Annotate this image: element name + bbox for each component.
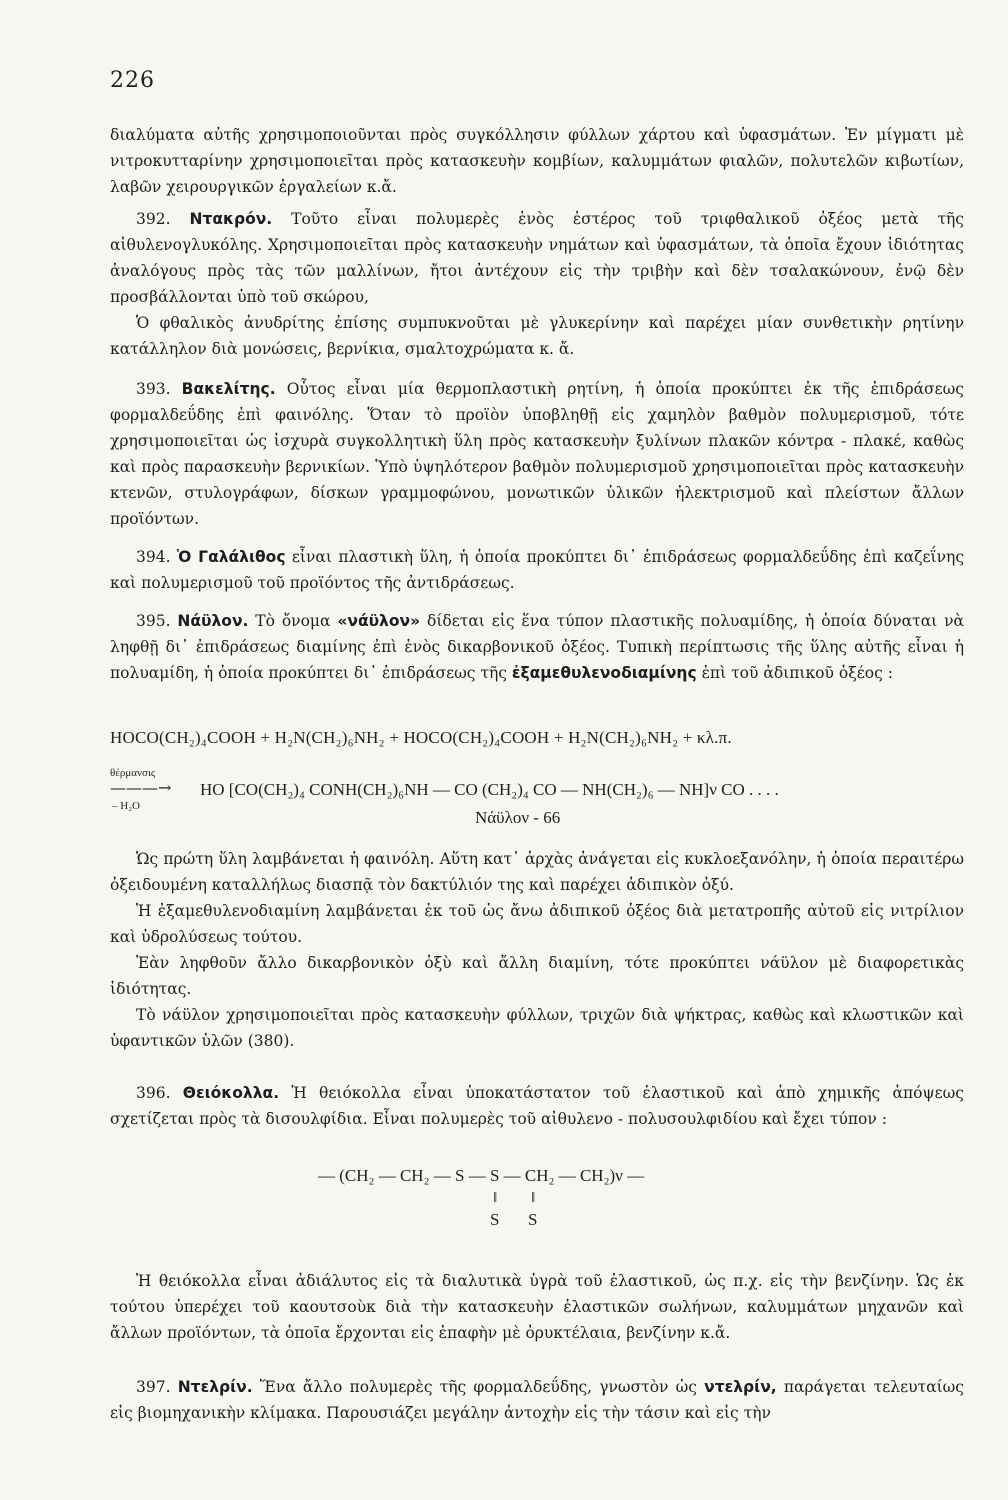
product-name: Νάϋλον - 66 <box>475 808 561 827</box>
paragraph: Ἡ θειόκολλα εἶναι ἀδιάλυτος εἰς τὰ διαλυτικὰ ὑγρὰ τοῦ ἐλαστικοῦ, ὡς π.χ. εἰς τὴν βενζίνην. Ὡς ἐκ τούτου ὑπερέχει τοῦ καουτσοὺκ διὰ τὴν κατασκευὴν ἐλαστικῶν σωλήνων, καλυμμάτων μηχανῶν καὶ ἄλλων προϊόντων, τὰ ὁποῖα ἔρχονται εἰς ἐπαφὴν μὲ ὀρυκτέλαια, βενζίνην κ.ἄ. <box>110 1272 964 1342</box>
section-number: 393. <box>136 380 171 398</box>
section-heading: Ντελρίν. <box>177 1378 253 1396</box>
equation-product: HO [CO(CH₂)₄ CONH(CH₂)₆NH — CO (CH₂)₄ CO — NH(CH₂)₆ — NH]ν CO . . . . <box>200 780 779 799</box>
section-text: Τοῦτο εἶναι πολυμερὲς ἑνὸς ἐστέρος τοῦ τριφθαλικοῦ ὀξέος μετὰ τῆς αἰθυλενογλυκόλης. Χρησιμοποιεῖται πρὸς κατασκευὴν νημάτων καὶ ὑφασμάτων, τὰ ὁποῖα ἔχουν ἰδιότητας ἀναλόγους πρὸς τὰς τῶν μαλλίνων, ἤτοι ἀντέχουν εἰς τὴν τριβὴν καὶ δὲν τσαλακώνουν, ἐνῷ δὲν προσβάλλονται ὑπὸ τοῦ σκώρου, <box>110 210 964 306</box>
section-text: Ἡ θειόκολλα εἶναι ὑποκατάστατον τοῦ ἐλαστικοῦ καὶ ἀπὸ χημικῆς ἀπόψεως σχετίζεται πρὸς τὰ δισουλφίδια. Εἶναι πολυμερὲς τοῦ αἰθυλενο - πολυσουλφιδίου καὶ ἔχει τύπον : <box>110 1084 964 1128</box>
thiokol-formula: — (CH₂ — CH₂ — S — S — CH₂ — CH₂)ν — <box>318 1166 645 1185</box>
section-heading: Ὁ Γαλάλιθος <box>176 548 286 566</box>
section-number: 397. <box>136 1378 171 1396</box>
section-text-2: Ὁ φθαλικὸς ἀνυδρίτης ἐπίσης συμπυκνοῦται μὲ γλυκερίνην καὶ παρέχει μίαν συνθετικὴν ρητίνην κατάλληλον διὰ μονώσεις, βερνίκια, σμαλτοχρώματα κ. ἄ. <box>110 314 964 358</box>
section-395-continued <box>110 846 964 1054</box>
section-heading: Ντακρόν. <box>189 210 273 228</box>
paragraph: Ἐὰν ληφθοῦν ἄλλο δικαρβονικὸν ὀξὺ καὶ ἄλλη διαμίνη, τότε προκύπτει νάϋλον μὲ διαφορετικὰς ἰδιότητας. <box>110 954 964 998</box>
intro-text: διαλύματα αὐτῆς χρησιμοποιοῦνται πρὸς συγκόλλησιν φύλλων χάρτου καὶ ὑφασμάτων. Ἐν μίγματι μὲ νιτροκυτταρίνην χρησιμοποιεῖται πρὸς κατασκευὴν κομβίων, καλυμμάτων φιαλῶν, πολυτελῶν κιβωτίων, λαβῶν χειρουργικῶν ἐργαλείων κ.ἄ. <box>110 126 964 196</box>
bold-term: ντελρίν, <box>704 1378 777 1396</box>
section-396-continued <box>110 1268 964 1346</box>
paragraph: Τὸ νάϋλον χρησιμοποιεῖται πρὸς κατασκευὴν φύλλων, τριχῶν διὰ ψήκτρας, καθὼς καὶ κλωστικῶν καὶ ὑφαντικῶν ὑλῶν (380). <box>110 1006 964 1050</box>
section-number: 395. <box>136 612 171 630</box>
condition-minus-water: – H₂O <box>112 800 140 812</box>
condition-heat: θέρμανσις <box>110 767 156 779</box>
bold-term: ἐξαμεθυλενοδιαμίνης <box>511 664 697 682</box>
quoted-term: «νάϋλον» <box>337 612 421 630</box>
section-heading: Θειόκολλα. <box>182 1084 280 1102</box>
section-text: εἶναι πλαστικὴ ὕλη, ἡ ὁποία προκύπτει δι᾽ ἐπιδράσεως φορμαλδεΰδης ἐπὶ καζεΐνης καὶ πολυμερισμοῦ τοῦ προϊόντος τῆς ἀντιδράσεως. <box>110 548 964 592</box>
section-text: Ἕνα ἄλλο πολυμερὲς τῆς φορμαλδεΰδης, γνωστὸν ὡς <box>259 1378 697 1396</box>
section-text: Τὸ ὄνομα <box>255 612 331 630</box>
section-393 <box>110 376 964 532</box>
reaction-arrow-icon: ———→ <box>110 778 172 797</box>
sulfur-label-2: S <box>528 1210 538 1229</box>
paragraph: Ἡ ἐξαμεθυλενοδιαμίνη λαμβάνεται ἐκ τοῦ ὡς ἄνω ἀδιπικοῦ ὀξέος διὰ μετατροπῆς αὐτοῦ εἰς νιτρίλιον καὶ ὑδρολύσεως τούτου. <box>110 902 964 946</box>
intro-paragraph <box>110 122 964 200</box>
section-392 <box>110 206 964 362</box>
double-bond-2: ‖ <box>531 1190 536 1206</box>
section-396 <box>110 1080 964 1132</box>
section-394 <box>110 544 964 596</box>
double-bond-1: ‖ <box>493 1190 498 1206</box>
section-number: 394. <box>136 548 171 566</box>
section-397 <box>110 1374 964 1426</box>
section-text: Οὗτος εἶναι μία θερμοπλαστικὴ ρητίνη, ἡ ὁποία προκύπτει ἐκ τῆς ἐπιδράσεως φορμαλδεΰδης ἐπὶ φαινόλης. Ὅταν τὸ προϊὸν ὑποβληθῇ εἰς χαμηλὸν βαθμὸν πολυμερισμοῦ, τότε χρησιμοποιεῖται ὡς ἰσχυρὰ συγκολλητικὴ ὕλη πρὸς κατασκευὴν ξυλίνων πλακῶν κόντρα - πλακέ, καθὼς καὶ πρὸς παρασκευὴν βερνικίων. Ὑπὸ ὑψηλότερον βαθμὸν πολυμερισμοῦ χρησιμοποιεῖται πρὸς κατασκευὴν κτενῶν, στυλογράφων, δίσκων γραμμοφώνου, μονωτικῶν ὑλικῶν ἠλεκτρισμοῦ καὶ πλείστων ἄλλων προϊόντων. <box>110 380 964 528</box>
section-heading: Νάϋλον. <box>177 612 249 630</box>
sulfur-label-1: S <box>490 1210 500 1229</box>
section-395 <box>110 608 964 686</box>
section-heading: Βακελίτης. <box>181 380 276 398</box>
section-text: δίδεται εἰς ἕνα τύπον πλαστικῆς πολυαμίδης, ἡ ὁποία δύναται νὰ ληφθῇ δι᾽ ἐπιδράσεως διαμίνης ἐπὶ ἑνὸς δικαρβονικοῦ ὀξέος. Τυπικὴ περίπτωσις τῆς ὕλης αὐτῆς εἶναι ἡ πολυαμίδη, ἡ ὁποία προκύπτει δι᾽ ἐπιδράσεως τῆς <box>110 612 965 682</box>
equation-reactants: HOCO(CH₂)₄COOH + H₂N(CH₂)₆NH₂ + HOCO(CH₂)₄COOH + H₂N(CH₂)₆NH₂ + κλ.π. <box>110 728 732 747</box>
section-text: παράγεται τελευταίως εἰς βιομηχανικὴν κλίμακα. Παρουσιάζει μεγάλην ἀντοχὴν εἰς τὴν τάσιν καὶ εἰς τὴν <box>110 1378 964 1422</box>
section-text: ἐπὶ τοῦ ἀδιπικοῦ ὀξέος : <box>701 664 893 682</box>
section-number: 392. <box>136 210 171 228</box>
page-number: 226 <box>110 68 155 93</box>
paragraph: Ὡς πρώτη ὕλη λαμβάνεται ἡ φαινόλη. Αὕτη κατ᾽ ἀρχὰς ἀνάγεται εἰς κυκλοεξανόλην, ἡ ὁποία περαιτέρω ὀξειδουμένη καταλλήλως διασπᾷ τὸν δακτύλιόν της καὶ παρέχει ἀδιπικὸν ὀξύ. <box>110 850 964 894</box>
section-number: 396. <box>136 1084 171 1102</box>
